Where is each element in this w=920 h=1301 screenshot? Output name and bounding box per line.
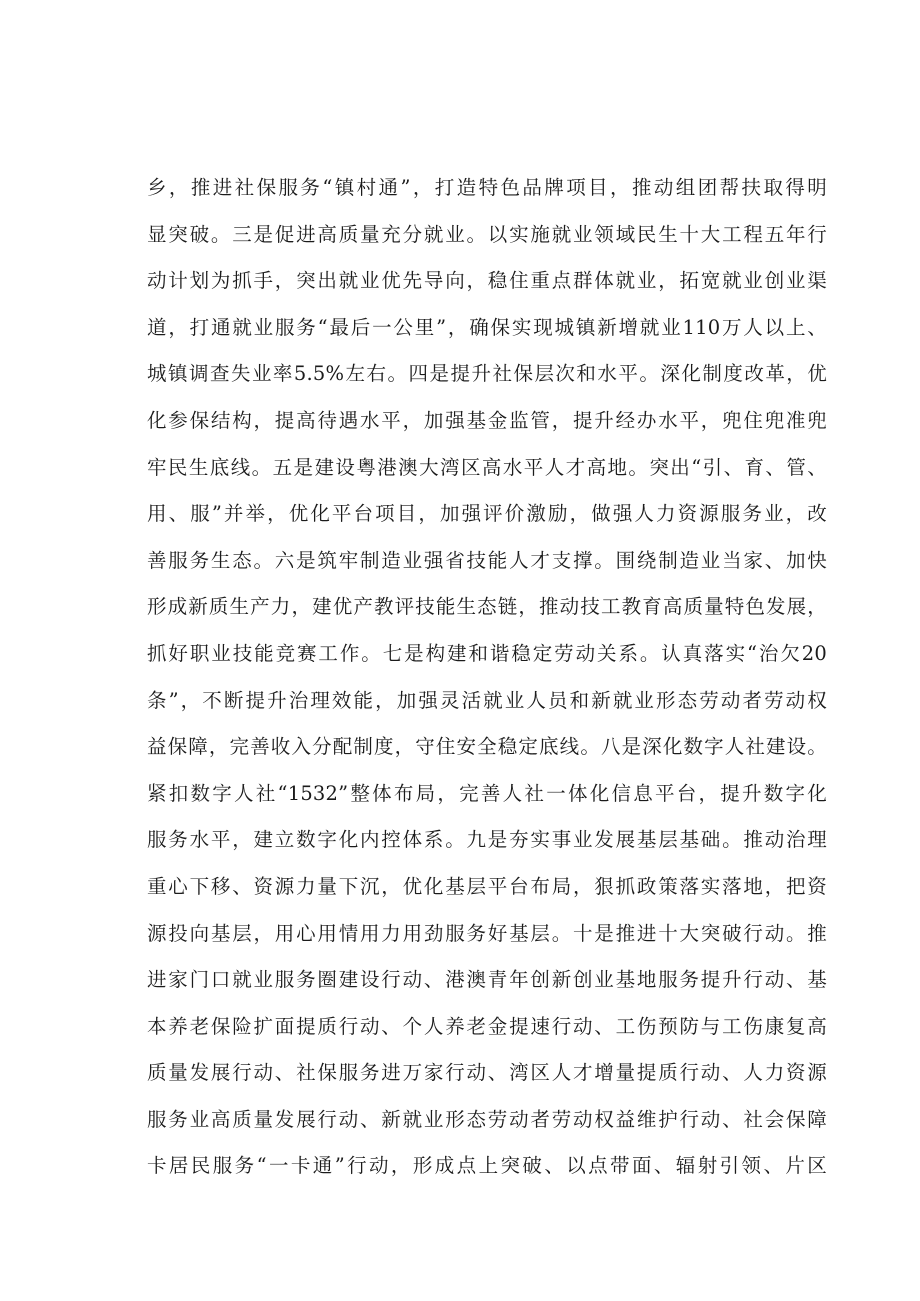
text-line: 源投向基层，用心用情用力用劲服务好基层。十是推进十大突破行动。推: [147, 921, 827, 945]
text-line: 道，打通就业服务“最后一公里”，确保实现城镇新增就业110万人以上、: [147, 315, 827, 339]
text-line: 动计划为抓手，突出就业优先导向，稳住重点群体就业，拓宽就业创业渠: [147, 269, 827, 293]
text-line: 形成新质生产力，建优产教评技能生态链，推动技工教育高质量特色发展，: [147, 595, 827, 619]
text-line: 抓好职业技能竞赛工作。七是构建和谐稳定劳动关系。认真落实“治欠20: [147, 641, 827, 665]
text-line: 卡居民服务“一卡通”行动，形成点上突破、以点带面、辐射引领、片区: [147, 1154, 827, 1178]
text-line: 显突破。三是促进高质量充分就业。以实施就业领域民生十大工程五年行: [147, 222, 827, 246]
text-line: 善服务生态。六是筑牢制造业强省技能人才支撑。围绕制造业当家、加快: [147, 548, 827, 572]
text-line: 城镇调查失业率5.5%左右。四是提升社保层次和水平。深化制度改革，优: [147, 362, 827, 386]
text-line: 服务业高质量发展行动、新就业形态劳动者劳动权益维护行动、社会保障: [147, 1107, 827, 1131]
body-paragraph: [147, 165, 827, 1190]
text-line: 乡，推进社保服务“镇村通”，打造特色品牌项目，推动组团帮扶取得明: [147, 176, 827, 199]
text-line: 本养老保险扩面提质行动、个人养老金提速行动、工伤预防与工伤康复高: [147, 1014, 827, 1038]
text-line: 化参保结构，提高待遇水平，加强基金监管，提升经办水平，兜住兜准兜: [147, 408, 827, 432]
text-line: 质量发展行动、社保服务进万家行动、湾区人才增量提质行动、人力资源: [147, 1061, 827, 1085]
text-line: 进家门口就业服务圈建设行动、港澳青年创新创业基地服务提升行动、基: [147, 968, 827, 992]
text-line: 紧扣数字人社“1532”整体布局，完善人社一体化信息平台，提升数字化: [147, 781, 827, 805]
text-line: 牢民生底线。五是建设粤港澳大湾区高水平人才高地。突出“引、育、管、: [147, 455, 827, 479]
text-line: 益保障，完善收入分配制度，守住安全稳定底线。八是深化数字人社建设。: [147, 735, 827, 759]
text-line: 重心下移、资源力量下沉，优化基层平台布局，狠抓政策落实落地，把资: [147, 874, 827, 898]
text-line: 用、服”并举，优化平台项目，加强评价激励，做强人力资源服务业，改: [147, 502, 827, 526]
text-line: 服务水平，建立数字化内控体系。九是夯实事业发展基层基础。推动治理: [147, 828, 827, 852]
text-line: 条”，不断提升治理效能，加强灵活就业人员和新就业形态劳动者劳动权: [147, 688, 827, 712]
